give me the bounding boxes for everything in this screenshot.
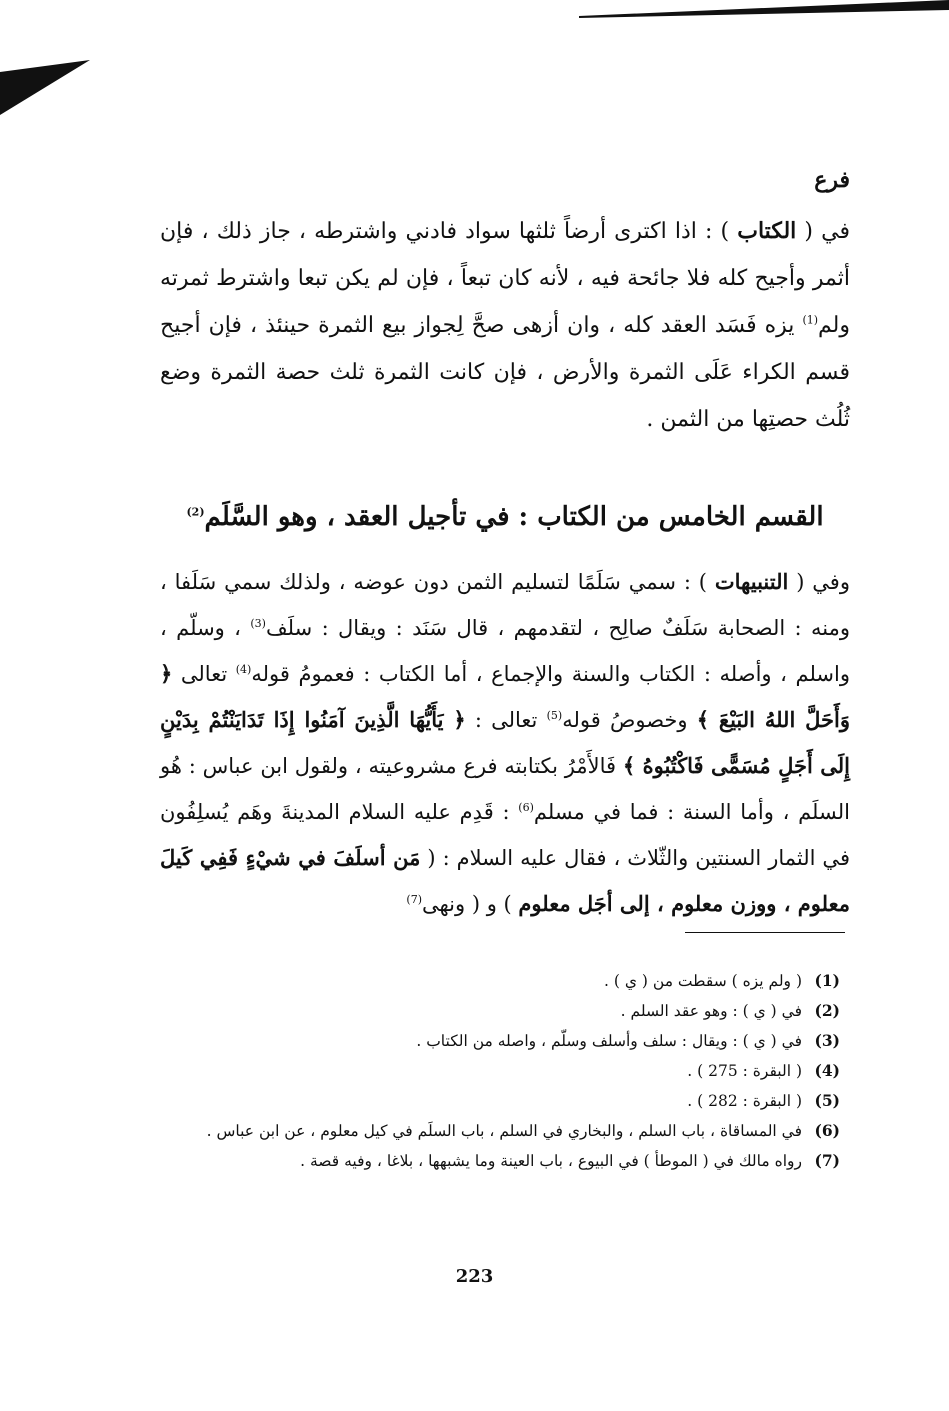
footnote-ref-4: (4) (235, 663, 252, 676)
footnote-ref-5: (5) (546, 709, 563, 722)
footnote: (1) ( ولم يزه ) سقطت من ( ي ) . (604, 971, 840, 990)
footnote: (6) في المساقاة ، باب السلم ، والبخاري في السلم ، باب السلَم في كيل معلوم ، عن ابن عباس . (206, 1121, 840, 1140)
scan-edge-shadow-left (0, 60, 90, 115)
footnote-ref-3: (3) (250, 617, 266, 630)
quran-verse-1: ﴿ وَأَحَلَّ اللهُ البَيْعَ ﴾ (160, 661, 850, 732)
book-reference: الكتاب (737, 218, 797, 244)
section-title: القسم الخامس من الكتاب : في تأجيل العقد ، وهو السَّلَم$^{(2)}$ (186, 502, 824, 532)
paragraph-2: وفي ( التنبيهات ) : سمي سَلَمًا لتسليم الثمن دون عوضه ، ولذلك سمي سَلَفا ، ومنه : الصحابة سَلَفٌ صالِح ، لتقدمهم ، قال سَنَد : ويقال : سلَف$^{(3)}$ ، وسلّم ، واسلم ، وأصله : الكتاب والسنة والإجماع ، أما الكتاب : فعمومُ قوله$^{(4)}$ تعالى ﴿ وَأَحَلَّ اللهُ البَيْعَ ﴾ وخصوصُ قوله$^{(5)}$ تعالى : ﴿ يَأَيُّهَا الَّذِينَ آمَنُوا إِذَا تَدَايَنْتُمْ بِدَيْنٍ إِلَى أَجَلٍ مُسَمًّى فَاكْتُبُوهُ ﴾ فَالأَمْرُ بكتابته فرع مشروعيته ، ولقول ابن عباس : هُو السلَم ، وأما السنة : فما في مسلم$^{(6)}$ : قَدِم عليه السلام المدينةَ وهَم يُسلِفُون في الثمار السنتين والثّلاث ، فقال عليه السلام : ( مَن أسلَفَ في شيْءٍ فَفِي كَيلَ معلوم ، ووزن معلوم ، إلى أجَل معلوم ) و ( ونهى$^{(7)}$ (160, 569, 850, 916)
paragraph-1: في ( الكتاب ) : اذا اكترى أرضاً ثلثها سواد فادني واشترطه ، جاز ذلك ، فإن أثمر وأجيح كله فلا جائحة فيه ، لأنه كان تبعاً ، فإن لم يكن تبعا واشترط ثمرته ولم$^{(1)}$ يزه فَسَد العقد كله ، وان أزهى صحَّ لِجواز بيع الثمرة حينئذ ، فإن أجيح قسم الكراء عَلَى الثمرة والأرض ، فإن كانت الثمرة ثلث حصة الثمرة وضع ثُلُث حصتِها من الثمن . (160, 218, 850, 432)
footnotes (170, 966, 840, 1176)
scan-edge-shadow-top (579, 0, 949, 18)
footnote-ref-1: (1) (802, 313, 819, 327)
footnote-ref-2: (2) (186, 505, 205, 519)
book-reference-tanbihat: التنبيهات (714, 569, 789, 594)
footnote: (5) ( البقرة : 282 ) . (687, 1091, 840, 1110)
footnote: (4) ( البقرة : 275 ) . (687, 1061, 840, 1080)
footnote: (3) في ( ي ) : ويقال : سلف وأسلف وسلّم ، واصله من الكتاب . (416, 1031, 840, 1050)
footnote-separator (685, 932, 845, 933)
branch-heading: فرع (814, 167, 850, 193)
footnote: (2) في ( ي ) : وهو عقد السلم . (620, 1001, 840, 1020)
page-body (160, 160, 850, 927)
page-number: 223 (455, 1266, 494, 1287)
footnote-ref-6: (6) (518, 801, 534, 814)
footnote: (7) رواه مالك في ( الموطأ ) في البيوع ، باب العينة وما يشبهها ، بلاغا ، وفيه قصة . (300, 1151, 840, 1170)
hadith-text: مَن أسلَفَ في شيْءٍ فَفِي كَيلَ معلوم ، ووزن معلوم ، إلى أجَل معلوم (160, 845, 850, 916)
footnote-ref-7: (7) (406, 893, 422, 906)
quran-verse-2: ﴿ يَأَيُّهَا الَّذِينَ آمَنُوا إِذَا تَدَايَنْتُمْ بِدَيْنٍ إِلَى أَجَلٍ مُسَمًّى فَاكْتُبُوهُ ﴾ (160, 707, 850, 778)
